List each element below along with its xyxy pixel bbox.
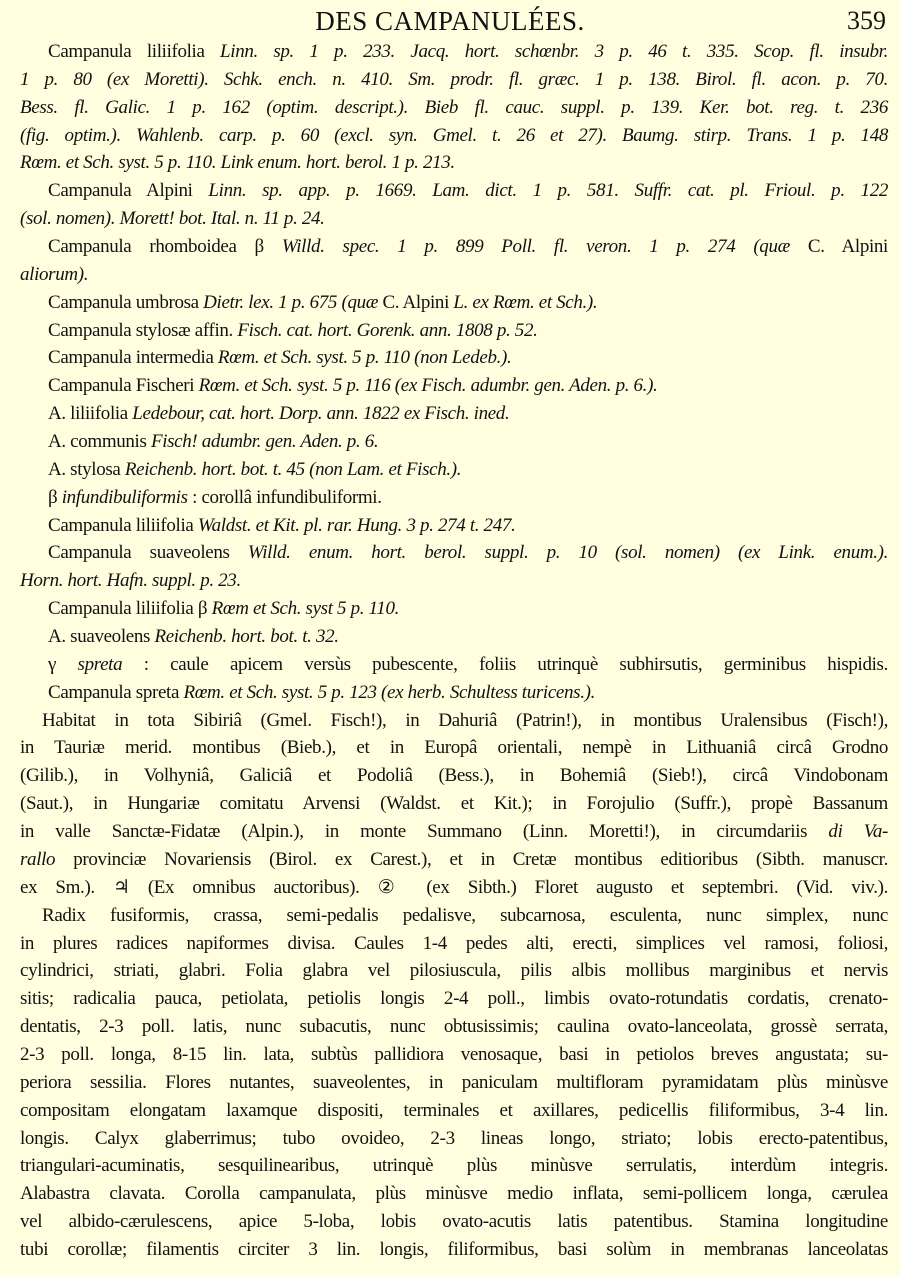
roman-text: vel albido-cærulescens, apice 5-loba, lobis ovato-acutis latis patentibus. Stamina longitudine [20, 1211, 888, 1233]
text-line [0, 205, 900, 233]
text-line [0, 372, 900, 400]
italic-citation-text: (fig. optim.). Wahlenb. carp. p. 60 (excl. syn. Gmel. t. 26 et 27). Baumg. stirp. Trans. 1 p. 148 [20, 124, 888, 146]
text-line [0, 651, 900, 679]
text-line [0, 902, 900, 930]
italic-citation-text: rallo [20, 848, 56, 870]
text-line [0, 512, 900, 540]
text-line [0, 38, 900, 66]
text-line [0, 762, 900, 790]
text-line [0, 679, 900, 707]
roman-text: : corollâ infundibuliformi. [187, 486, 382, 508]
text-line [0, 484, 900, 512]
roman-text: β [48, 486, 62, 508]
text-line [0, 707, 900, 735]
italic-citation-text: Willd. enum. hort. berol. suppl. p. 10 (sol. nomen) (ex Link. enum.). [247, 542, 889, 564]
italic-citation-text: 1 p. 80 (ex Moretti). Schk. ench. n. 410. Sm. prodr. fl. græc. 1 p. 138. Birol. fl. acon. p. 70. [20, 68, 888, 90]
roman-text: Campanula liliifolia [48, 514, 198, 536]
page-title: DES CAMPANULÉES. [315, 6, 585, 36]
roman-text: γ [48, 653, 78, 675]
roman-text: Alabastra clavata. Corolla campanulata, plùs minùsve medio inflata, semi-pollicem longa, cærulea [20, 1183, 888, 1205]
roman-text: compositam elongatam laxamque dispositi, terminales et axillares, pedicellis filiformibus, 3-4 lin. [20, 1099, 888, 1121]
text-line [0, 122, 900, 150]
italic-citation-text: infundibuliformis [61, 486, 188, 508]
text-line [0, 567, 900, 595]
text-line [0, 1152, 900, 1180]
roman-text: Campanula Fischeri [48, 375, 199, 397]
italic-citation-text: Reichenb. hort. bot. t. 45 (non Lam. et Fisch.). [124, 458, 462, 480]
roman-text: in valle Sanctæ-Fidatæ (Alpin.), in monte Summano (Linn. Moretti!), in circumdariis [20, 821, 829, 843]
text-line [0, 1013, 900, 1041]
italic-citation-text: Rœm. et Sch. syst. 5 p. 110. Link enum. hort. berol. 1 p. 213. [20, 152, 455, 174]
text-line [0, 539, 900, 567]
text-line [0, 344, 900, 372]
text-line [0, 930, 900, 958]
text-line [0, 1097, 900, 1125]
roman-text: periora sessilia. Flores nutantes, suaveolentes, in paniculam multifloram pyramidatam plùs minùsve [20, 1071, 888, 1093]
text-line [0, 1236, 900, 1264]
italic-citation-text: Rœm. et Sch. syst. 5 p. 110 (non Ledeb.). [217, 347, 512, 369]
italic-citation-text: Dietr. lex. 1 p. 675 (quæ [203, 291, 383, 313]
roman-text: Campanula liliifolia [48, 41, 221, 62]
page-number: 359 [847, 6, 886, 35]
text-line [0, 1208, 900, 1236]
page-body-text [0, 38, 900, 1264]
roman-text: A. stylosa [48, 458, 125, 480]
text-line [0, 957, 900, 985]
italic-citation-text: Waldst. et Kit. pl. rar. Hung. 3 p. 274 t. 247. [197, 514, 516, 536]
roman-text: ex Sm.). ♃ (Ex omnibus auctoribus). ② (ex Sibth.) Floret augusto et septembri. (Vid. viv.). [20, 876, 888, 898]
text-line [0, 985, 900, 1013]
text-line [0, 177, 900, 205]
text-line [0, 261, 900, 289]
text-line [0, 1069, 900, 1097]
italic-citation-text: Fisch! adumbr. gen. Aden. p. 6. [150, 431, 379, 453]
text-line [0, 1125, 900, 1153]
italic-citation-text: Fisch. cat. hort. Gorenk. ann. 1808 p. 52. [237, 319, 538, 341]
roman-text: (Saut.), in Hungariæ comitatu Arvensi (Waldst. et Kit.); in Forojulio (Suffr.), propè Bassanum [20, 793, 888, 815]
roman-text: Campanula rhomboidea β [48, 236, 282, 258]
roman-text: provinciæ Novariensis (Birol. ex Carest.), et in Cretæ montibus editioribus (Sibth. manuscr. [55, 848, 888, 870]
roman-text: cylindrici, striati, glabri. Folia glabra vel pilosiuscula, pilis albis mollibus marginibus et nervis [20, 960, 888, 982]
italic-citation-text: Willd. spec. 1 p. 899 Poll. fl. veron. 1 p. 274 (quæ [281, 236, 808, 258]
text-line [0, 66, 900, 94]
italic-citation-text: di Va- [828, 821, 889, 843]
roman-text: Radix fusiformis, crassa, semi-pedalis pedalisve, subcarnosa, esculenta, nunc simplex, nunc [42, 904, 888, 926]
text-line [0, 790, 900, 818]
roman-text: A. liliifolia [48, 403, 133, 425]
roman-text: tubi corollæ; filamentis circiter 3 lin. longis, filiformibus, basi solùm in membranas lanceolatas [20, 1238, 888, 1260]
text-line [0, 874, 900, 902]
roman-text: Campanula Alpini [48, 180, 209, 202]
text-line [0, 149, 900, 177]
italic-citation-text: Ledebour, cat. hort. Dorp. ann. 1822 ex Fisch. ined. [132, 403, 510, 425]
italic-citation-text: Linn. sp. 1 p. 233. Jacq. hort. schœnbr. 3 p. 46 t. 335. Scop. fl. insubr. [220, 41, 888, 62]
roman-text: Campanula umbrosa [48, 291, 204, 313]
roman-text: Habitat in tota Sibiriâ (Gmel. Fisch!), in Dahuriâ (Patrin!), in montibus Uralensibus (Fisch!), [42, 709, 888, 731]
text-line [0, 595, 900, 623]
italic-citation-text: Bess. fl. Galic. 1 p. 162 (optim. descript.). Bieb fl. cauc. suppl. p. 139. Ker. bot. reg. t. 236 [20, 96, 888, 118]
roman-text: Campanula spreta [48, 681, 184, 703]
text-line [0, 289, 900, 317]
text-line [0, 456, 900, 484]
roman-text: : caule apicem versùs pubescente, foliis utrinquè subhirsutis, germinibus hispidis. [122, 653, 888, 675]
roman-text: in Tauriæ merid. montibus (Bieb.), et in Europâ orientali, nempè in Lithuaniâ circâ Grodno [20, 737, 888, 759]
roman-text: longis. Calyx glaberrimus; tubo ovoideo, 2-3 lineas longo, striato; lobis erecto-patentibus, [20, 1127, 888, 1149]
italic-citation-text: aliorum). [20, 263, 89, 285]
roman-text: C. Alpini [382, 291, 454, 313]
italic-citation-text: Rœm. et Sch. syst. 5 p. 116 (ex Fisch. adumbr. gen. Aden. p. 6.). [198, 375, 658, 397]
roman-text: in plures radices napiformes divisa. Caules 1-4 pedes alti, erecti, simplices vel ramosi, foliosi, [20, 932, 888, 954]
text-line [0, 428, 900, 456]
text-line [0, 734, 900, 762]
roman-text: triangulari-acuminatis, sesquilinearibus, utrinquè plùs minùsve serrulatis, interdùm integris. [20, 1155, 888, 1177]
roman-text: C. Alpini [807, 236, 888, 258]
italic-citation-text: Linn. sp. app. p. 1669. Lam. dict. 1 p. 581. Suffr. cat. pl. Frioul. p. 122 [208, 180, 888, 202]
italic-citation-text: (sol. nomen). Morett! bot. Ital. n. 11 p. 24. [20, 208, 325, 230]
text-line [0, 400, 900, 428]
italic-citation-text: spreta [77, 653, 123, 675]
text-line [0, 818, 900, 846]
text-line [0, 317, 900, 345]
italic-citation-text: Rœm et Sch. syst 5 p. 110. [211, 598, 399, 620]
roman-text: (Gilib.), in Volhyniâ, Galiciâ et Podoliâ (Bess.), in Bohemiâ (Sieb!), circâ Vindobonam [20, 765, 888, 787]
text-line [0, 94, 900, 122]
roman-text: Campanula suaveolens [48, 542, 248, 564]
italic-citation-text: Horn. hort. Hafn. suppl. p. 23. [20, 570, 241, 592]
text-line [0, 623, 900, 651]
text-line [0, 846, 900, 874]
italic-citation-text: L. ex Rœm. et Sch.). [453, 291, 598, 313]
roman-text: 2-3 poll. longa, 8-15 lin. lata, subtùs pallidiora venosaque, basi in petiolos breves angustata; su- [20, 1043, 888, 1065]
roman-text: A. suaveolens [48, 626, 155, 648]
text-line [0, 1041, 900, 1069]
running-header [0, 4, 900, 40]
text-line [0, 1180, 900, 1208]
italic-citation-text: Reichenb. hort. bot. t. 32. [154, 626, 339, 648]
text-line [0, 233, 900, 261]
roman-text: Campanula liliifolia β [48, 598, 212, 620]
roman-text: sitis; radicalia pauca, petiolata, petiolis longis 2-4 poll., limbis ovato-rotundatis cordatis, crenato- [20, 988, 888, 1010]
italic-citation-text: Rœm. et Sch. syst. 5 p. 123 (ex herb. Schultess turicens.). [183, 681, 595, 703]
roman-text: A. communis [48, 431, 151, 453]
roman-text: Campanula intermedia [48, 347, 218, 369]
roman-text: dentatis, 2-3 poll. latis, nunc subacutis, nunc obtusissimis; caulina ovato-lanceolata, grossè serrata, [20, 1016, 888, 1038]
roman-text: Campanula stylosæ affin. [48, 319, 238, 341]
